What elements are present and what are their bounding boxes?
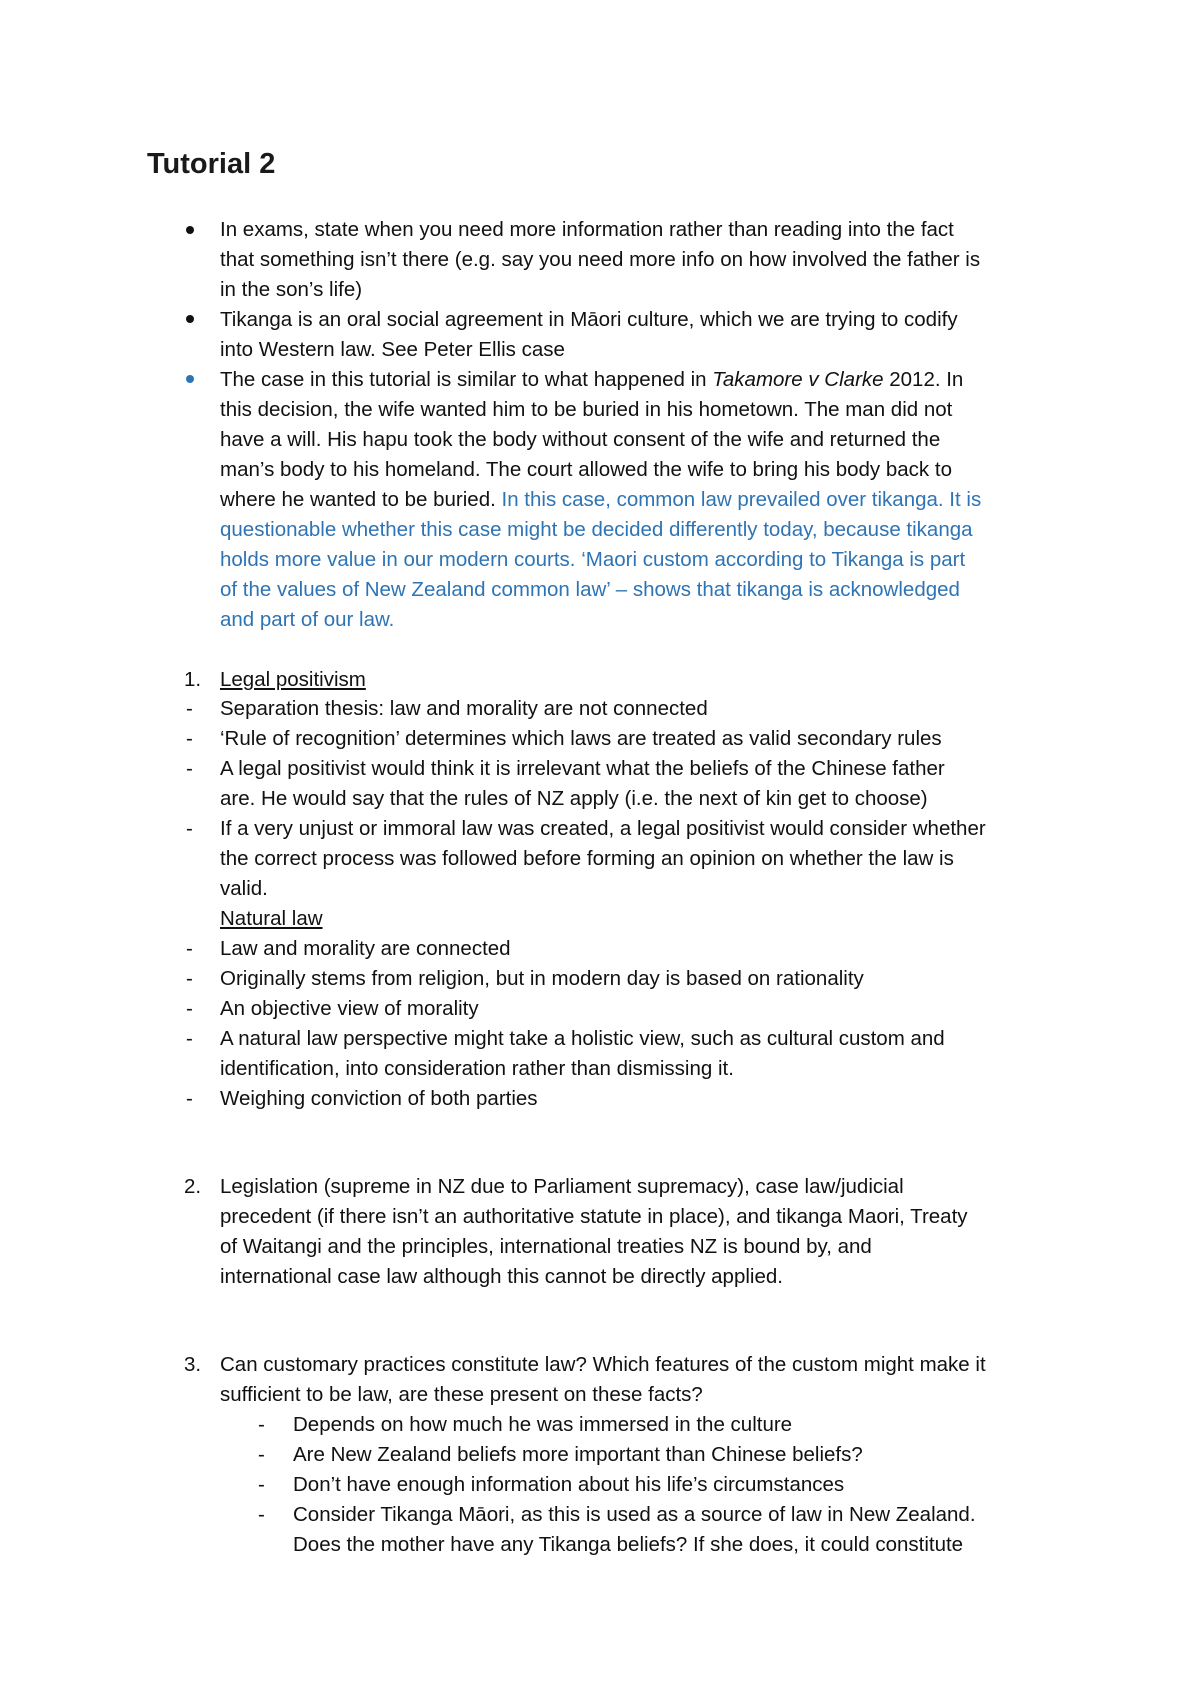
positivism-line-1: Separation thesis: law and morality are not connected bbox=[220, 697, 708, 720]
question-2-number: 2. bbox=[184, 1175, 202, 1198]
legal-positivism-heading: Legal positivism bbox=[220, 668, 366, 691]
natural-line-6: Weighing conviction of both parties bbox=[220, 1087, 538, 1110]
dash-marker: - bbox=[186, 817, 193, 840]
bullet-3-text: 2012. In bbox=[883, 368, 964, 391]
bullet-dot-icon bbox=[186, 375, 194, 383]
question-2-line-3: of Waitangi and the principles, international treaties NZ is bound by, and bbox=[220, 1235, 872, 1258]
positivism-line-5: If a very unjust or immoral law was created, a legal positivist would consider whether bbox=[220, 817, 986, 840]
question-3-number: 3. bbox=[184, 1353, 202, 1376]
bullet-2-line-1: Tikanga is an oral social agreement in Māori culture, which we are trying to codify bbox=[220, 308, 958, 331]
question-3-sub-4: Consider Tikanga Māori, as this is used as a source of law in New Zealand. bbox=[293, 1503, 976, 1526]
natural-line-2: Originally stems from religion, but in modern day is based on rationality bbox=[220, 967, 864, 990]
dash-marker: - bbox=[186, 757, 193, 780]
question-1-number: 1. bbox=[184, 668, 202, 691]
bullet-2-line-2: into Western law. See Peter Ellis case bbox=[220, 338, 565, 361]
bullet-3-line-5 bbox=[220, 485, 981, 515]
natural-line-5: identification, into consideration rather than dismissing it. bbox=[220, 1057, 734, 1080]
bullet-dot-icon bbox=[186, 315, 194, 323]
question-3-sub-5: Does the mother have any Tikanga beliefs? If she does, it could constitute bbox=[293, 1533, 964, 1556]
question-3-line-2: sufficient to be law, are these present on these facts? bbox=[220, 1383, 703, 1406]
bullet-1-line-1: In exams, state when you need more information rather than reading into the fact bbox=[220, 218, 954, 241]
bullet-3-line-8: of the values of New Zealand common law’ – shows that tikanga is acknowledged bbox=[220, 578, 960, 601]
question-3-sub-1: Depends on how much he was immersed in the culture bbox=[293, 1413, 793, 1436]
question-3-sub-2: Are New Zealand beliefs more important than Chinese beliefs? bbox=[293, 1443, 863, 1466]
question-3-line-1: Can customary practices constitute law? Which features of the custom might make it bbox=[220, 1353, 986, 1376]
positivism-line-7: valid. bbox=[220, 877, 268, 900]
natural-law-heading: Natural law bbox=[220, 907, 323, 930]
dash-marker: - bbox=[186, 937, 193, 960]
positivism-line-3: A legal positivist would think it is irrelevant what the beliefs of the Chinese father bbox=[220, 757, 945, 780]
bullet-3-text: The case in this tutorial is similar to what happened in bbox=[220, 368, 713, 391]
bullet-3-line-9: and part of our law. bbox=[220, 608, 395, 631]
question-2-line-1: Legislation (supreme in NZ due to Parliament supremacy), case law/judicial bbox=[220, 1175, 904, 1198]
page-title: Tutorial 2 bbox=[147, 148, 276, 180]
positivism-line-4: are. He would say that the rules of NZ apply (i.e. the next of kin get to choose) bbox=[220, 787, 928, 810]
positivism-line-6: the correct process was followed before forming an opinion on whether the law is bbox=[220, 847, 954, 870]
question-2-line-4: international case law although this cannot be directly applied. bbox=[220, 1265, 783, 1288]
dash-marker: - bbox=[258, 1473, 265, 1496]
bullet-3-text: where he wanted to be buried. bbox=[220, 488, 502, 511]
dash-marker: - bbox=[186, 1027, 193, 1050]
dash-marker: - bbox=[186, 697, 193, 720]
dash-marker: - bbox=[186, 997, 193, 1020]
bullet-3-line-2: this decision, the wife wanted him to be buried in his hometown. The man did not bbox=[220, 398, 953, 421]
positivism-line-2: ‘Rule of recognition’ determines which laws are treated as valid secondary rules bbox=[220, 727, 942, 750]
case-citation: Takamore v Clarke bbox=[712, 368, 884, 391]
dash-marker: - bbox=[186, 967, 193, 990]
bullet-3-highlight: In this case, common law prevailed over tikanga. It is bbox=[501, 488, 982, 511]
bullet-dot-icon bbox=[186, 226, 194, 234]
bullet-3-line-4: man’s body to his homeland. The court allowed the wife to bring his body back to bbox=[220, 458, 952, 481]
bullet-3-line-3: have a will. His hapu took the body without consent of the wife and returned the bbox=[220, 428, 941, 451]
question-2-line-2: precedent (if there isn’t an authoritative statute in place), and tikanga Maori, Treaty bbox=[220, 1205, 968, 1228]
bullet-1-line-3: in the son’s life) bbox=[220, 278, 363, 301]
dash-marker: - bbox=[258, 1503, 265, 1526]
bullet-3-line-6: questionable whether this case might be decided differently today, because tikanga bbox=[220, 518, 973, 541]
bullet-1-line-2: that something isn’t there (e.g. say you need more info on how involved the father is bbox=[220, 248, 981, 271]
dash-marker: - bbox=[258, 1413, 265, 1436]
natural-line-4: A natural law perspective might take a holistic view, such as cultural custom and bbox=[220, 1027, 945, 1050]
bullet-3-line-7: holds more value in our modern courts. ‘Maori custom according to Tikanga is part bbox=[220, 548, 966, 571]
bullet-3-line-1 bbox=[220, 365, 963, 395]
dash-marker: - bbox=[258, 1443, 265, 1466]
dash-marker: - bbox=[186, 1087, 193, 1110]
natural-line-3: An objective view of morality bbox=[220, 997, 479, 1020]
dash-marker: - bbox=[186, 727, 193, 750]
natural-line-1: Law and morality are connected bbox=[220, 937, 511, 960]
question-3-sub-3: Don’t have enough information about his life’s circumstances bbox=[293, 1473, 845, 1496]
